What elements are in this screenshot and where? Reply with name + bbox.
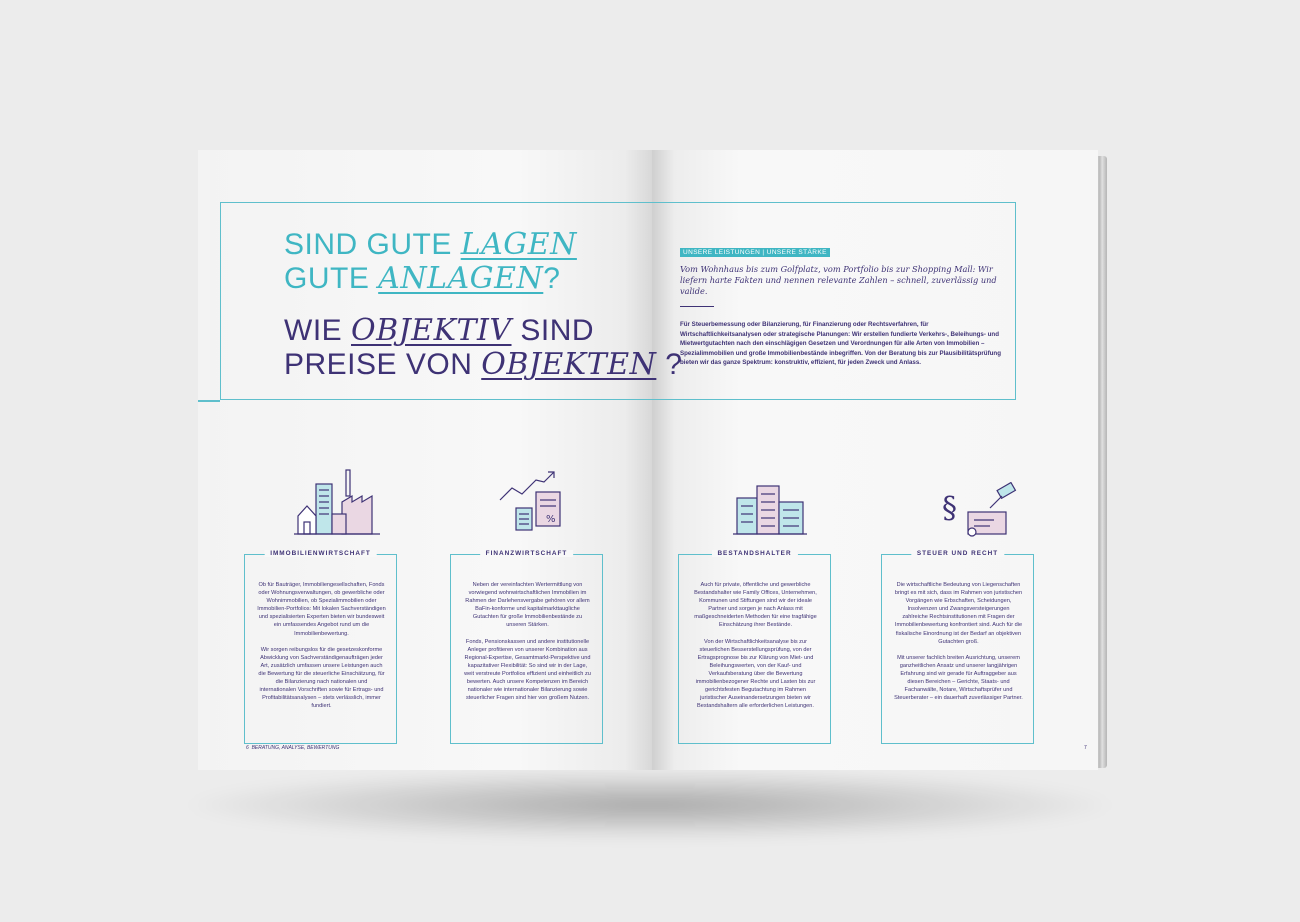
card-body: Ob für Bauträger, Immobiliengesellschaften, Fonds oder Wohnungsverwaltungen, ob gewerbliche oder Wohnimmobilien, ob Spezialimmobilien oder Immobilien-Portfolios: Mit lokalen Sachverständigen und spezialisierten Experten bieten wir bundesweit ein umfassendes Angebot rund um die Immobilienbewertung. Wir sorgen reibungslos für die gesetzeskonforme Abwicklung von Sachverständigenaufträgen jeder Art, zusätzlich umfassen unsere Leistungen auch die Bewertung für die steuerliche Einschätzung, für die Bilanzierung nach nationalen und internationalen Vorschriften sowie für Ertrags- und Profitabilitätsanalysen – stets verlässlich, immer fundiert.	[257, 582, 386, 710]
office-buildings-icon	[733, 484, 809, 536]
card-bestandshalter	[678, 550, 831, 744]
intro-body: Für Steuerbemessung oder Bilanzierung, für Finanzierung oder Rechtsverfahren, für Wirtschaftlichkeitsanalysen oder strategische Planungen: Wir erstellen fundierte Verkehrs-, Beleihungs- und Mietwertgutachten nach den einschlägigen Gesetzen und Verordnungen für alle Arten von Immobilien – Spezialimmobilien und große Immobilienbestände inbegriffen. Von der Beratung bis zur Plausibilitätsprüfung bieten wir das ganze Spektrum: konstruktiv, effizient, für jeden Zweck und Anlass.	[680, 321, 1001, 367]
card-steuer-und-recht	[881, 550, 1034, 744]
page-number-left: 6	[246, 745, 249, 751]
hero-frame-extension	[198, 400, 220, 402]
headline-line-4: PREISE VON OBJEKTEN ?	[284, 347, 683, 382]
open-brochure	[198, 150, 1108, 778]
page-number-right: 7	[1084, 745, 1087, 751]
book-shadow	[190, 770, 1110, 840]
headline-line-3: WIE OBJEKTIV SIND	[284, 313, 595, 348]
svg-text:%: %	[546, 514, 556, 525]
finance-chart-icon	[498, 470, 568, 534]
card-title: BESTANDSHALTER	[711, 550, 797, 557]
law-gavel-icon	[942, 482, 1028, 540]
card-body: Die wirtschaftliche Bedeutung von Liegenschaften bringt es mit sich, dass im Rahmen von juristischen Vorgängen wie Erbschaften, Scheidungen, Insolvenzen und Zwangsversteigerungen zahlreiche Rechtsinstitutionen mit Fragen der Immobilienbewertung konfrontiert sind. Auch für die fiskalische Einordnung ist der Bedarf an objektiven Gutachten groß. Mit unserer fachlich breiten Ausrichtung, unserem ganzheitlichen Ansatz und unserer langjährigen Erfahrung sind wir gerade für Auftraggeber aus diesen Bereichen – Gerichte, Staats- und Fachanwälte, Notare, Wirtschaftsprüfer und Steuerberater – ein dauerhaft zuverlässiger Partner.	[894, 582, 1023, 702]
divider	[680, 306, 714, 307]
footer-running-title: BERATUNG, ANALYSE, BEWERTUNG	[251, 745, 340, 751]
card-title: IMMOBILIENWIRTSCHAFT	[264, 550, 377, 557]
card-immobilienwirtschaft	[244, 550, 397, 744]
card-finanzwirtschaft	[450, 550, 603, 744]
card-body: Neben der vereinfachten Wertermittlung von vorwiegend wohnwirtschaftlichen Immobilien im Rahmen der Darlehensvergabe gehören vor allem BaFin-konforme und kapitalmarkttaugliche Gutachten für große Immobilienbestände zu unseren Stärken. Fonds, Pensionskassen und andere institutionelle Anleger profitieren von unserer Kombination aus Regional-Expertise, Gesamtmarkt-Perspektive und kapazitativer Flexibilität: So sind wir in der Lage, weit verstreute Portfolios effizient und einheitlich zu bewerten. Auch unsere Kompetenzen im Bereich nationaler wie internationaler Bilanzierung sowie steuerlicher Fragen sind hier von großem Nutzen.	[464, 582, 591, 702]
headline-line-1: SIND GUTE LAGEN	[284, 227, 577, 262]
card-title: FINANZWIRTSCHAFT	[480, 550, 574, 557]
section-tag: UNSERE LEISTUNGEN | UNSERE STÄRKE	[680, 248, 830, 257]
headline-line-2: GUTE ANLAGEN?	[284, 261, 561, 296]
footer-left	[246, 745, 339, 751]
buildings-icon	[294, 466, 384, 538]
headline	[284, 228, 682, 382]
card-title: STEUER UND RECHT	[911, 550, 1004, 557]
svg-text:§: §	[942, 491, 957, 526]
intro-lead: Vom Wohnhaus bis zum Golfplatz, vom Portfolio bis zur Shopping Mall: Wir liefern harte Fakten und nennen relevante Zahlen – schnell, zuverlässig und valide.	[680, 264, 997, 296]
card-body: Auch für private, öffentliche und gewerbliche Bestandshalter wie Family Offices, Unternehmen, Kommunen und Stiftungen sind wir der ideale Partner und sorgen je nach Anlass mit maßgeschneiderten Methoden für eine tragfähige Einschätzung ihrer Bestände. Von der Wirtschaftlichkeitsanalyse bis zur steuerlichen Besserstellungsprüfung, von der Ertragsprognose bis zur Klärung von Miet- und Beleihungswerten, von der Kauf- und Verkaufsberatung über die Bewertung immobilienbezogener Rechte und Lasten bis zur gerichtsfesten Begutachtung im Rahmen juristischer Auseinandersetzungen bieten wir Bestandshaltern alle erforderlichen Leistungen.	[694, 582, 817, 710]
